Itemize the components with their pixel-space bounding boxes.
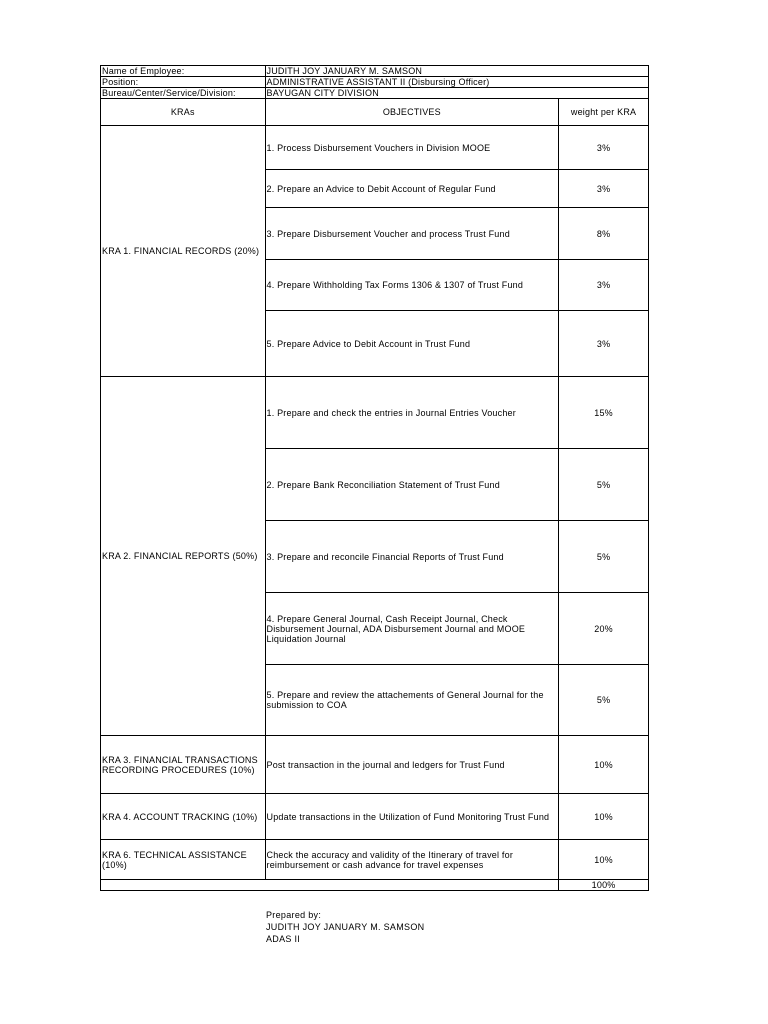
position-label: Position:	[101, 77, 266, 88]
table-row	[101, 736, 649, 794]
kras-header: KRAs	[101, 99, 266, 126]
position-value: ADMINISTRATIVE ASSISTANT II (Disbursing Officer)	[265, 77, 649, 88]
total-spacer	[101, 880, 559, 891]
objective-text: 4. Prepare General Journal, Cash Receipt Journal, Check Disbursement Journal, ADA Disbursement Journal and MOOE Liquidation Journal	[265, 593, 559, 665]
objective-text: 3. Prepare Disbursement Voucher and process Trust Fund	[265, 208, 559, 260]
objective-text: Post transaction in the journal and ledgers for Trust Fund	[265, 736, 559, 794]
employee-value: JUDITH JOY JANUARY M. SAMSON	[265, 66, 649, 77]
preparer-name: JUDITH JOY JANUARY M. SAMSON	[266, 922, 425, 932]
table-row	[101, 840, 649, 880]
kra-label: KRA 3. FINANCIAL TRANSACTIONS RECORDING PROCEDURES (10%)	[101, 736, 266, 794]
weight-header: weight per KRA	[559, 99, 649, 126]
table-row	[101, 377, 649, 449]
objective-weight: 3%	[559, 126, 649, 170]
objective-weight: 10%	[559, 794, 649, 840]
objective-weight: 5%	[559, 449, 649, 521]
objective-text: 2. Prepare Bank Reconciliation Statement of Trust Fund	[265, 449, 559, 521]
table-row	[101, 794, 649, 840]
objective-weight: 20%	[559, 593, 649, 665]
objective-text: Update transactions in the Utilization of Fund Monitoring Trust Fund	[265, 794, 559, 840]
objective-text: 5. Prepare and review the attachements of General Journal for the submission to COA	[265, 665, 559, 736]
kra-label: KRA 2. FINANCIAL REPORTS (50%)	[101, 377, 266, 736]
objective-weight: 5%	[559, 665, 649, 736]
objective-text: 2. Prepare an Advice to Debit Account of Regular Fund	[265, 170, 559, 208]
employee-label: Name of Employee:	[101, 66, 266, 77]
objective-text: Check the accuracy and validity of the Itinerary of travel for reimbursement or cash advance for travel expenses	[265, 840, 559, 880]
prepared-by-label: Prepared by:	[266, 910, 322, 920]
bureau-row	[101, 88, 649, 99]
preparer-title: ADAS II	[266, 934, 301, 944]
table-row	[101, 126, 649, 170]
kra-label: KRA 4. ACCOUNT TRACKING (10%)	[101, 794, 266, 840]
kra-label: KRA 6. TECHNICAL ASSISTANCE (10%)	[101, 840, 266, 880]
objective-text: 1. Process Disbursement Vouchers in Division MOOE	[265, 126, 559, 170]
objectives-header: OBJECTIVES	[265, 99, 559, 126]
total-weight: 100%	[559, 880, 649, 891]
objective-weight: 5%	[559, 521, 649, 593]
objective-weight: 3%	[559, 170, 649, 208]
objective-text: 3. Prepare and reconcile Financial Reports of Trust Fund	[265, 521, 559, 593]
column-header-row	[101, 99, 649, 126]
objective-weight: 10%	[559, 840, 649, 880]
employee-row	[101, 66, 649, 77]
objective-text: 5. Prepare Advice to Debit Account in Trust Fund	[265, 311, 559, 377]
kra-label: KRA 1. FINANCIAL RECORDS (20%)	[101, 126, 266, 377]
total-row	[101, 880, 649, 891]
objective-weight: 10%	[559, 736, 649, 794]
objective-text: 4. Prepare Withholding Tax Forms 1306 & 1307 of Trust Fund	[265, 260, 559, 311]
objective-weight: 3%	[559, 311, 649, 377]
bureau-value: BAYUGAN CITY DIVISION	[265, 88, 649, 99]
prepared-by-block	[266, 909, 424, 945]
position-row	[101, 77, 649, 88]
objective-weight: 8%	[559, 208, 649, 260]
objective-weight: 3%	[559, 260, 649, 311]
bureau-label: Bureau/Center/Service/Division:	[101, 88, 266, 99]
kra-table	[100, 65, 649, 891]
objective-text: 1. Prepare and check the entries in Journal Entries Voucher	[265, 377, 559, 449]
objective-weight: 15%	[559, 377, 649, 449]
